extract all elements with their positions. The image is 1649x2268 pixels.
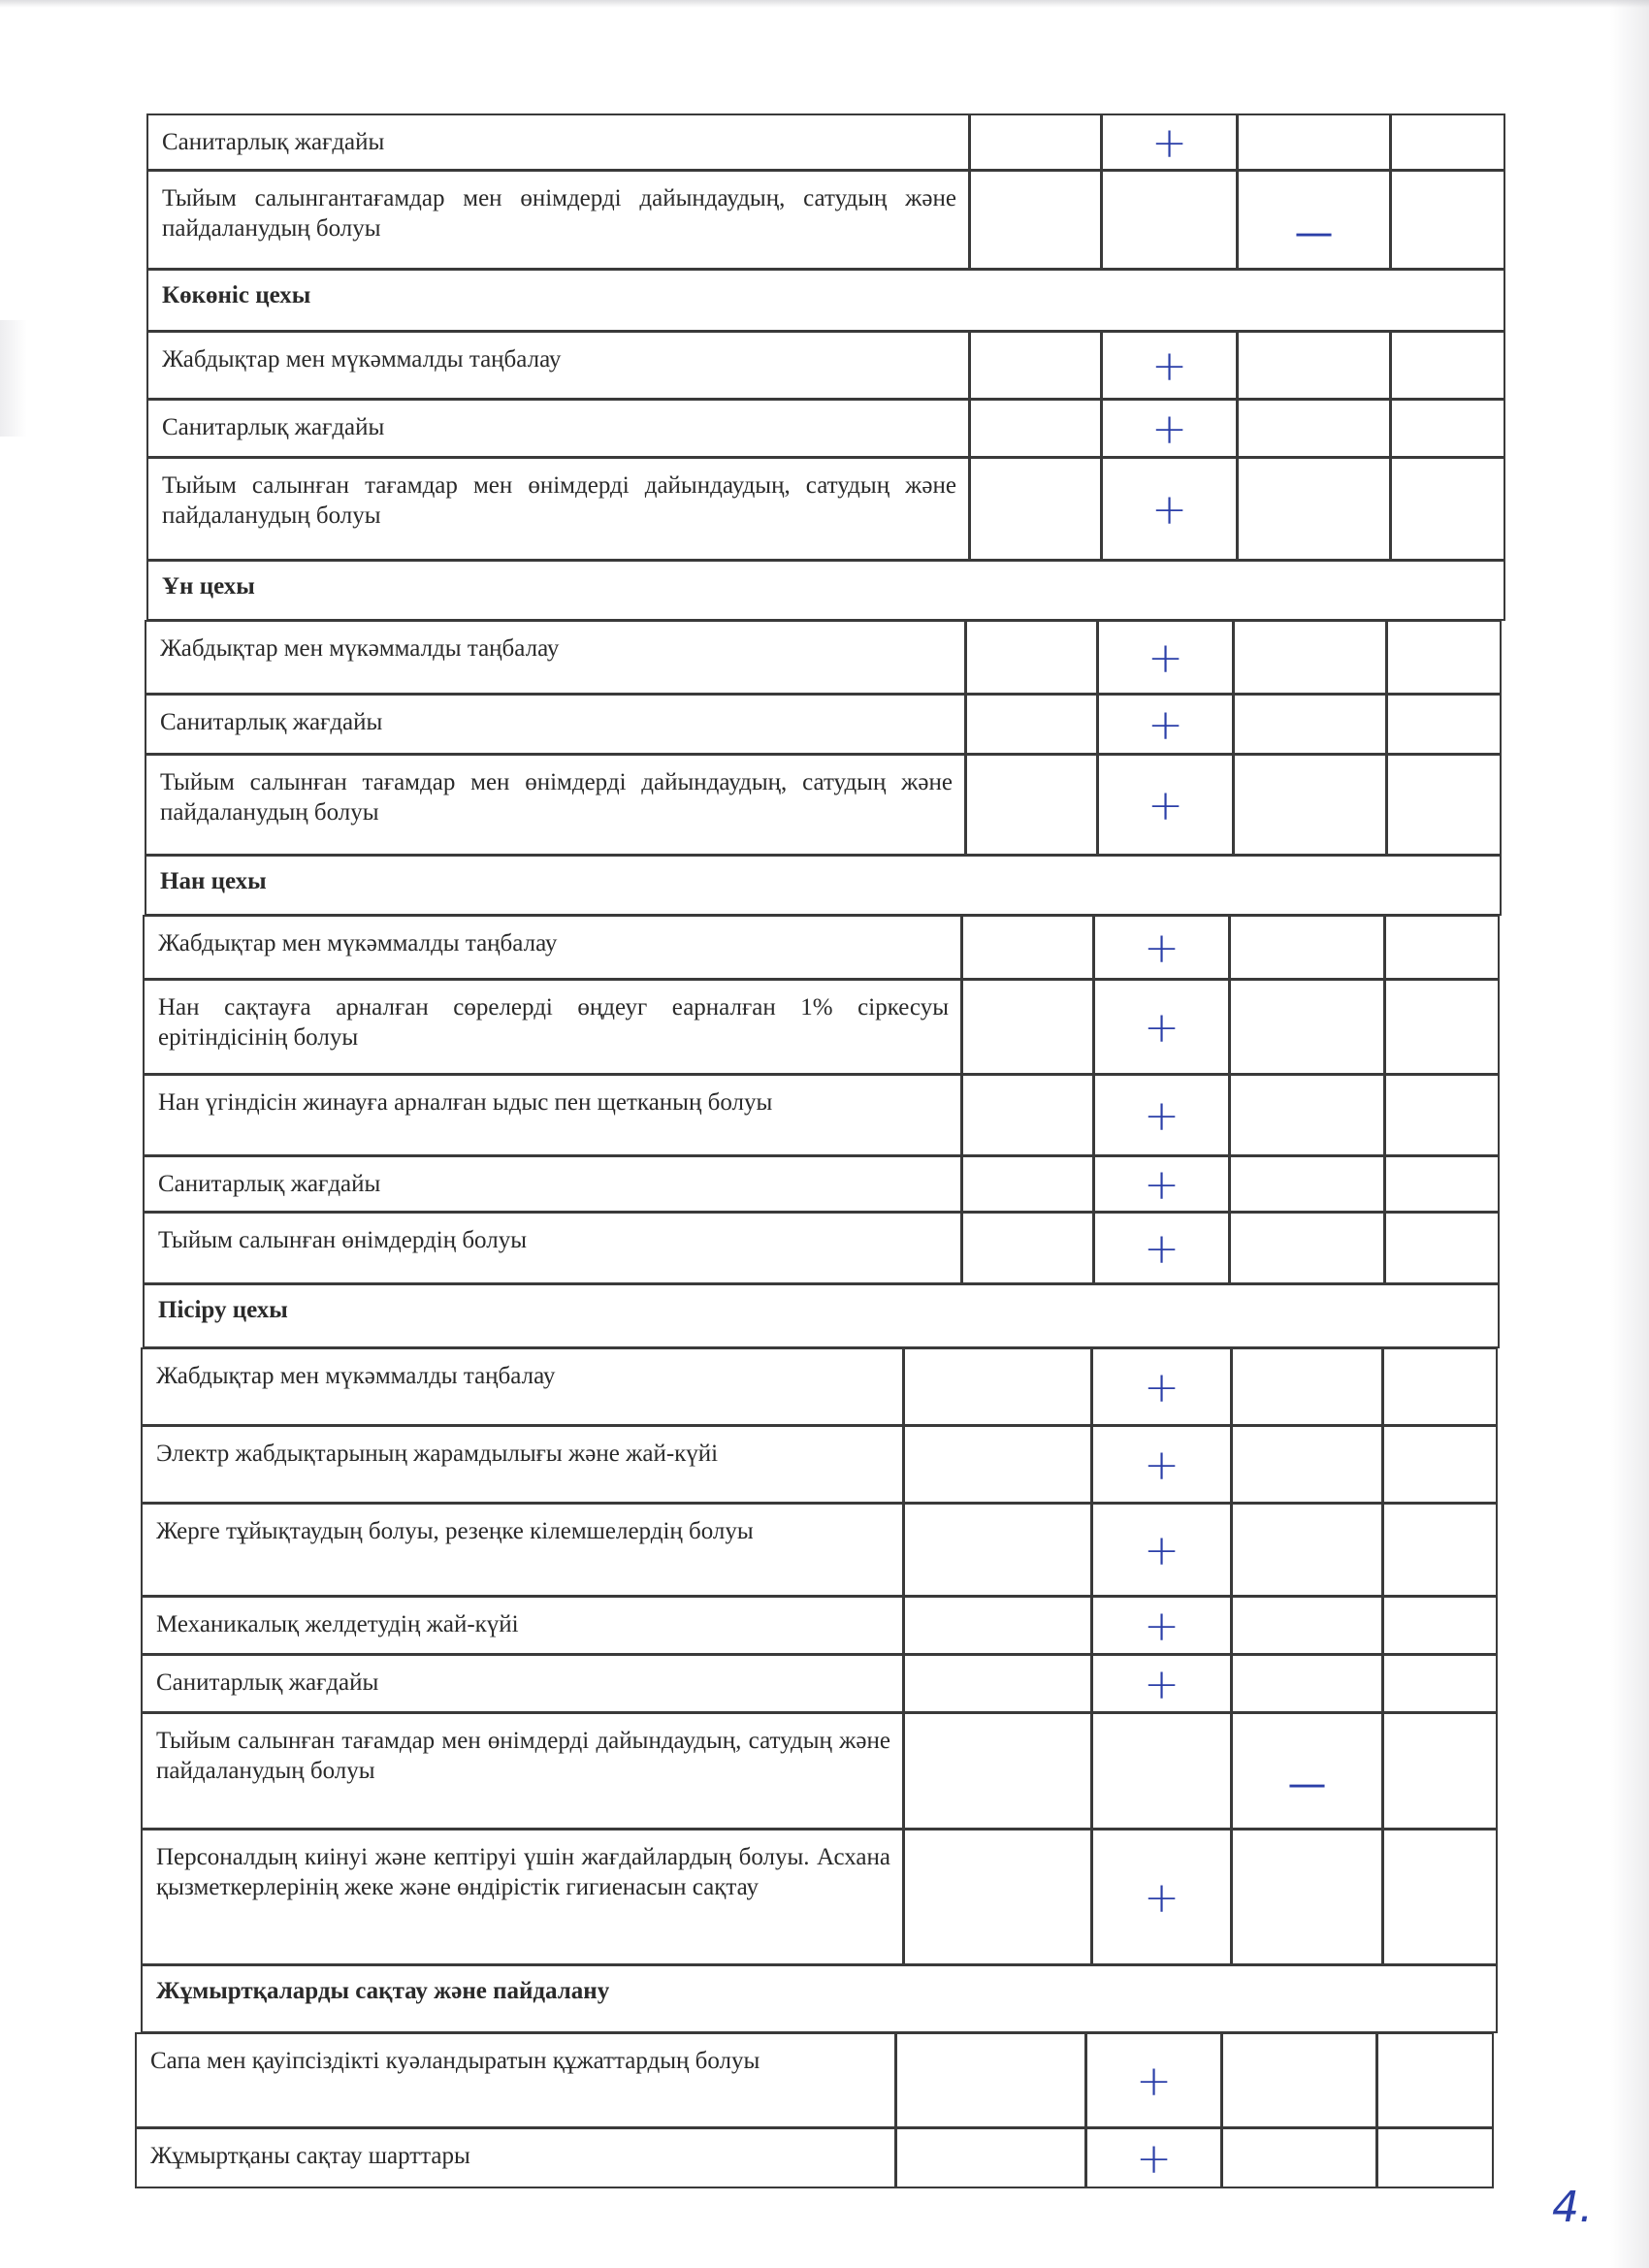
section-header-row bbox=[147, 270, 1505, 332]
mark-cell-4 bbox=[1384, 915, 1500, 980]
table-row bbox=[146, 695, 1502, 755]
section-title-cell bbox=[141, 1964, 1498, 2033]
table-row bbox=[142, 1348, 1498, 1426]
table-row bbox=[142, 1504, 1498, 1597]
section-header-row bbox=[144, 1284, 1500, 1348]
mark-cell-2 bbox=[1093, 1212, 1230, 1284]
handwritten-plus-mark: + bbox=[1144, 923, 1180, 973]
mark-cell-4 bbox=[1390, 331, 1505, 400]
table-row bbox=[146, 621, 1502, 695]
requirement-text: Тыйым салынған тағамдар мен өнімдерді дайындаудың, сатудың және пайдаланудың болуы bbox=[156, 1728, 890, 1784]
mark-cell-2 bbox=[1091, 1503, 1232, 1597]
mark-cell-4 bbox=[1384, 979, 1500, 1075]
mark-cell-1 bbox=[903, 1596, 1092, 1655]
requirement-text: Нан сақтауға арналған сөрелерді өңдеуг еарналған 1% сіркесуы ерітіндісінің болуы bbox=[158, 994, 949, 1051]
mark-cell-4 bbox=[1382, 1503, 1498, 1597]
mark-cell-1 bbox=[961, 1212, 1094, 1284]
handwritten-plus-mark: + bbox=[1144, 1003, 1180, 1053]
mark-cell-4 bbox=[1386, 620, 1502, 695]
mark-cell-4 bbox=[1386, 754, 1502, 856]
requirement-cell bbox=[141, 1425, 904, 1504]
section-title: Нан цехы bbox=[160, 868, 267, 894]
handwritten-plus-mark: + bbox=[1148, 781, 1183, 830]
handwritten-plus-mark: + bbox=[1144, 1160, 1180, 1210]
mark-cell-3 bbox=[1229, 1074, 1385, 1156]
table-row bbox=[144, 980, 1500, 1075]
requirement-text: Санитарлық жағдайы bbox=[160, 709, 383, 735]
mark-cell-3 bbox=[1237, 331, 1391, 400]
scan-shadow-right bbox=[1610, 0, 1649, 2268]
table-row bbox=[147, 458, 1505, 561]
mark-cell-2 bbox=[1093, 979, 1230, 1075]
requirement-cell bbox=[143, 915, 962, 980]
table-row bbox=[144, 916, 1500, 980]
requirement-text: Электр жабдықтарының жарамдылығы және жай-күйі bbox=[156, 1441, 719, 1467]
requirement-text: Санитарлық жағдайы bbox=[162, 129, 385, 155]
section-header-row bbox=[147, 561, 1505, 621]
table-row bbox=[144, 1213, 1500, 1284]
mark-cell-2 bbox=[1101, 399, 1238, 458]
mark-cell-1 bbox=[895, 2032, 1086, 2128]
mark-cell-2 bbox=[1085, 2127, 1222, 2188]
requirement-cell bbox=[145, 754, 966, 856]
mark-cell-1 bbox=[903, 1425, 1092, 1504]
mark-cell-3 bbox=[1231, 1712, 1383, 1830]
table-row bbox=[142, 1597, 1498, 1655]
table-row bbox=[144, 1075, 1500, 1156]
requirement-cell bbox=[146, 113, 970, 171]
mark-cell-3 bbox=[1231, 1425, 1383, 1504]
mark-cell-4 bbox=[1382, 1425, 1498, 1504]
table-row bbox=[147, 171, 1505, 270]
handwritten-plus-mark: + bbox=[1151, 485, 1187, 535]
mark-cell-1 bbox=[903, 1829, 1092, 1965]
mark-cell-3 bbox=[1233, 620, 1387, 695]
mark-cell-4 bbox=[1376, 2127, 1494, 2188]
mark-cell-1 bbox=[961, 1155, 1094, 1213]
requirement-cell bbox=[141, 1503, 904, 1597]
requirement-text: Жабдықтар мен мүкәммалды таңбалау bbox=[160, 635, 560, 662]
section-header-row bbox=[146, 856, 1502, 916]
mark-cell-3 bbox=[1231, 1654, 1383, 1713]
table-row bbox=[142, 1830, 1498, 1965]
paper-fold-shadow bbox=[0, 320, 27, 437]
table-row bbox=[147, 114, 1505, 171]
requirement-text: Нан үгіндісін жинауға арналған ыдыс пен щетканың болуы bbox=[158, 1089, 773, 1116]
handwritten-plus-mark: + bbox=[1144, 1873, 1180, 1923]
mark-cell-4 bbox=[1382, 1654, 1498, 1713]
mark-cell-1 bbox=[969, 399, 1102, 458]
handwritten-plus-mark: + bbox=[1136, 2134, 1172, 2184]
requirement-text: Тыйым салынған тағамдар мен өнімдерді дайындаудың, сатудың және пайдаланудың болуы bbox=[162, 472, 956, 529]
table-row bbox=[142, 1713, 1498, 1830]
requirement-cell bbox=[143, 1212, 962, 1284]
handwritten-minus-mark: — bbox=[1287, 1762, 1327, 1806]
requirement-cell bbox=[141, 1712, 904, 1830]
requirement-text: Жерге тұйықтаудың болуы, резеңке кілемшелердің болуы bbox=[156, 1518, 754, 1544]
mark-cell-3 bbox=[1233, 754, 1387, 856]
handwritten-plus-mark: + bbox=[1144, 1224, 1180, 1274]
requirement-text: Жабдықтар мен мүкәммалды таңбалау bbox=[156, 1363, 556, 1389]
mark-cell-2 bbox=[1101, 113, 1238, 171]
mark-cell-3 bbox=[1231, 1829, 1383, 1965]
mark-cell-4 bbox=[1376, 2032, 1494, 2128]
handwritten-plus-mark: + bbox=[1144, 1526, 1180, 1575]
mark-cell-4 bbox=[1382, 1596, 1498, 1655]
mark-cell-2 bbox=[1093, 1074, 1230, 1156]
requirement-text: Механикалық желдетудің жай-күйі bbox=[156, 1611, 519, 1637]
mark-cell-4 bbox=[1382, 1347, 1498, 1426]
mark-cell-2 bbox=[1093, 915, 1230, 980]
mark-cell-3 bbox=[1231, 1503, 1383, 1597]
handwritten-plus-mark: + bbox=[1151, 405, 1187, 454]
mark-cell-4 bbox=[1384, 1212, 1500, 1284]
mark-cell-3 bbox=[1229, 915, 1385, 980]
handwritten-plus-mark: + bbox=[1148, 700, 1183, 750]
requirement-text: Жұмыртқаны сақтау шарттары bbox=[150, 2143, 470, 2169]
handwritten-plus-mark: + bbox=[1136, 2057, 1172, 2106]
mark-cell-1 bbox=[965, 694, 1098, 755]
mark-cell-2 bbox=[1101, 331, 1238, 400]
mark-cell-1 bbox=[961, 979, 1094, 1075]
table-row bbox=[142, 1426, 1498, 1504]
mark-cell-1 bbox=[969, 170, 1102, 270]
mark-cell-3 bbox=[1237, 170, 1391, 270]
requirement-cell bbox=[146, 170, 970, 270]
requirement-cell bbox=[146, 457, 970, 561]
handwritten-plus-mark: + bbox=[1144, 1363, 1180, 1412]
mark-cell-1 bbox=[969, 457, 1102, 561]
mark-cell-2 bbox=[1097, 694, 1234, 755]
mark-cell-3 bbox=[1231, 1596, 1383, 1655]
requirement-text: Тыйым салынған өнімдердің болуы bbox=[158, 1227, 528, 1253]
mark-cell-2 bbox=[1097, 620, 1234, 695]
mark-cell-2 bbox=[1101, 457, 1238, 561]
mark-cell-3 bbox=[1233, 694, 1387, 755]
requirement-text: Тыйым салынған тағамдар мен өнімдерді дайындаудың, сатудың және пайдаланудың болуы bbox=[160, 769, 953, 826]
mark-cell-4 bbox=[1386, 694, 1502, 755]
handwritten-plus-mark: + bbox=[1151, 341, 1187, 391]
mark-cell-2 bbox=[1091, 1654, 1232, 1713]
mark-cell-3 bbox=[1237, 399, 1391, 458]
section-header-row bbox=[142, 1965, 1498, 2033]
mark-cell-1 bbox=[969, 331, 1102, 400]
requirement-cell bbox=[143, 1074, 962, 1156]
mark-cell-2 bbox=[1093, 1155, 1230, 1213]
table-row bbox=[147, 332, 1505, 400]
section-title-cell bbox=[145, 855, 1502, 916]
mark-cell-3 bbox=[1229, 979, 1385, 1075]
requirement-cell bbox=[141, 1829, 904, 1965]
mark-cell-2 bbox=[1091, 1425, 1232, 1504]
requirement-text: Жабдықтар мен мүкәммалды таңбалау bbox=[158, 930, 558, 956]
mark-cell-1 bbox=[965, 620, 1098, 695]
mark-cell-2 bbox=[1091, 1829, 1232, 1965]
requirement-cell bbox=[145, 620, 966, 695]
section-title: Көкөніс цехы bbox=[162, 282, 311, 308]
table-row bbox=[136, 2128, 1494, 2188]
requirement-text: Жабдықтар мен мүкәммалды таңбалау bbox=[162, 346, 562, 373]
mark-cell-1 bbox=[903, 1347, 1092, 1426]
handwritten-plus-mark: + bbox=[1144, 1441, 1180, 1490]
requirement-cell bbox=[141, 1347, 904, 1426]
section-title: Жұмыртқаларды сақтау және пайдалану bbox=[156, 1978, 610, 2004]
mark-cell-2 bbox=[1097, 754, 1234, 856]
mark-cell-1 bbox=[903, 1654, 1092, 1713]
requirement-text: Санитарлық жағдайы bbox=[156, 1669, 379, 1696]
table-row bbox=[147, 400, 1505, 458]
page-number: 4. bbox=[1552, 2183, 1593, 2232]
requirement-cell bbox=[141, 1654, 904, 1713]
mark-cell-2 bbox=[1085, 2032, 1222, 2128]
mark-cell-1 bbox=[961, 915, 1094, 980]
requirement-cell bbox=[146, 331, 970, 400]
mark-cell-4 bbox=[1382, 1712, 1498, 1830]
mark-cell-3 bbox=[1229, 1155, 1385, 1213]
mark-cell-3 bbox=[1221, 2127, 1377, 2188]
requirement-cell bbox=[146, 399, 970, 458]
mark-cell-1 bbox=[961, 1074, 1094, 1156]
handwritten-plus-mark: + bbox=[1144, 1091, 1180, 1141]
mark-cell-3 bbox=[1229, 1212, 1385, 1284]
mark-cell-2 bbox=[1091, 1596, 1232, 1655]
mark-cell-4 bbox=[1390, 170, 1505, 270]
requirement-cell bbox=[143, 1155, 962, 1213]
mark-cell-4 bbox=[1384, 1074, 1500, 1156]
requirement-text: Санитарлық жағдайы bbox=[162, 414, 385, 440]
mark-cell-4 bbox=[1384, 1155, 1500, 1213]
mark-cell-1 bbox=[969, 113, 1102, 171]
requirement-text: Сапа мен қауіпсіздікті куәландыратын құжаттардың болуы bbox=[150, 2048, 760, 2074]
requirement-text: Тыйым салынгантағамдар мен өнімдерді дайындаудың, сатудың және пайдаланудың болуы bbox=[162, 185, 956, 242]
mark-cell-4 bbox=[1382, 1829, 1498, 1965]
scan-shadow-top bbox=[0, 0, 1649, 8]
section-title: Пісіру цехы bbox=[158, 1297, 288, 1323]
mark-cell-3 bbox=[1237, 457, 1391, 561]
handwritten-plus-mark: + bbox=[1144, 1602, 1180, 1651]
mark-cell-2 bbox=[1091, 1712, 1232, 1830]
mark-cell-3 bbox=[1231, 1347, 1383, 1426]
handwritten-minus-mark: — bbox=[1294, 211, 1334, 255]
mark-cell-1 bbox=[895, 2127, 1086, 2188]
mark-cell-1 bbox=[965, 754, 1098, 856]
requirement-text: Санитарлық жағдайы bbox=[158, 1171, 381, 1197]
requirement-text: Персоналдың киінуі және кептіруі үшін жағдайлардың болуы. Асхана қызметкерлерінің жеке және өндірістік гигиенасын сақтау bbox=[156, 1844, 890, 1900]
table-row bbox=[146, 755, 1502, 856]
table-row bbox=[136, 2033, 1494, 2128]
mark-cell-1 bbox=[903, 1712, 1092, 1830]
requirement-cell bbox=[145, 694, 966, 755]
mark-cell-3 bbox=[1237, 113, 1391, 171]
mark-cell-4 bbox=[1390, 113, 1505, 171]
mark-cell-2 bbox=[1101, 170, 1238, 270]
requirement-cell bbox=[143, 979, 962, 1075]
section-title: Ұн цехы bbox=[162, 573, 255, 599]
handwritten-plus-mark: + bbox=[1148, 633, 1183, 683]
mark-cell-2 bbox=[1091, 1347, 1232, 1426]
table-row bbox=[142, 1655, 1498, 1713]
mark-cell-4 bbox=[1390, 457, 1505, 561]
requirement-cell bbox=[141, 1596, 904, 1655]
section-title-cell bbox=[143, 1283, 1500, 1348]
handwritten-plus-mark: + bbox=[1151, 118, 1187, 168]
mark-cell-4 bbox=[1390, 399, 1505, 458]
section-title-cell bbox=[146, 269, 1505, 332]
requirement-cell bbox=[135, 2032, 896, 2128]
handwritten-plus-mark: + bbox=[1144, 1660, 1180, 1709]
table-row bbox=[144, 1156, 1500, 1213]
requirement-cell bbox=[135, 2127, 896, 2188]
mark-cell-3 bbox=[1221, 2032, 1377, 2128]
mark-cell-1 bbox=[903, 1503, 1092, 1597]
section-title-cell bbox=[146, 560, 1505, 621]
